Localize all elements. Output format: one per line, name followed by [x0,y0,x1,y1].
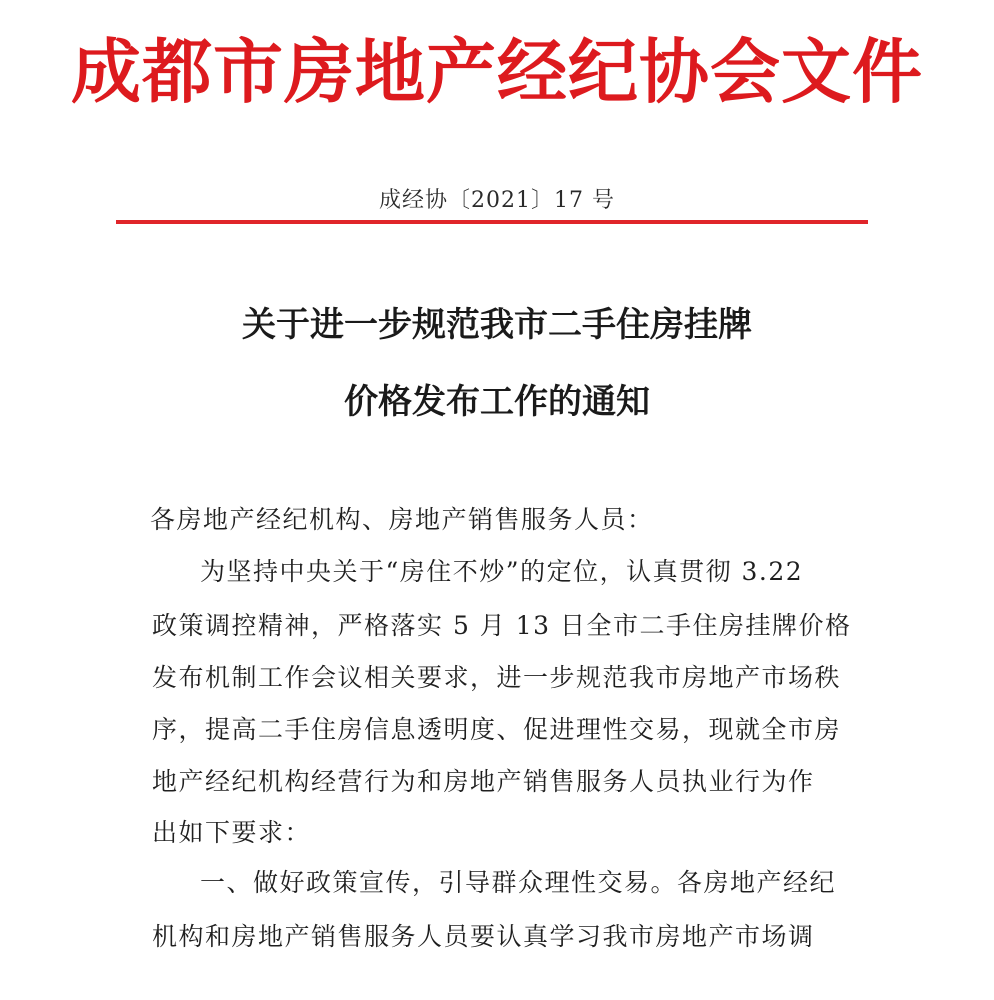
body-text-line: 序，提高二手住房信息透明度、促进理性交易，现就全市房 [152,715,842,744]
masthead-title: 成都市房地产经纪协会文件 [71,31,923,113]
notice-title-line-1: 关于进一步规范我市二手住房挂牌 [242,305,752,345]
body-text-line: 一、做好政策宣传，引导群众理性交易。各房地产经纪 [200,868,837,897]
body-text-line: 地产经纪机构经营行为和房地产销售服务人员执业行为作 [152,767,815,796]
body-text-line: 出如下要求： [152,818,312,847]
body-text-line: 机构和房地产销售服务人员要认真学习我市房地产市场调 [152,922,815,951]
salutation: 各房地产经纪机构、房地产销售服务人员： [150,505,654,534]
document-number: 成经协〔2021〕17 号 [379,188,615,213]
red-divider [116,220,868,224]
body-text-line: 为坚持中央关于“房住不炒”的定位，认真贯彻 3.22 [200,557,804,586]
body-text-line: 政策调控精神，严格落实 5 月 13 日全市二手住房挂牌价格 [152,611,852,640]
notice-title-line-2: 价格发布工作的通知 [344,382,650,422]
body-text-line: 发布机制工作会议相关要求，进一步规范我市房地产市场秩 [152,663,842,692]
